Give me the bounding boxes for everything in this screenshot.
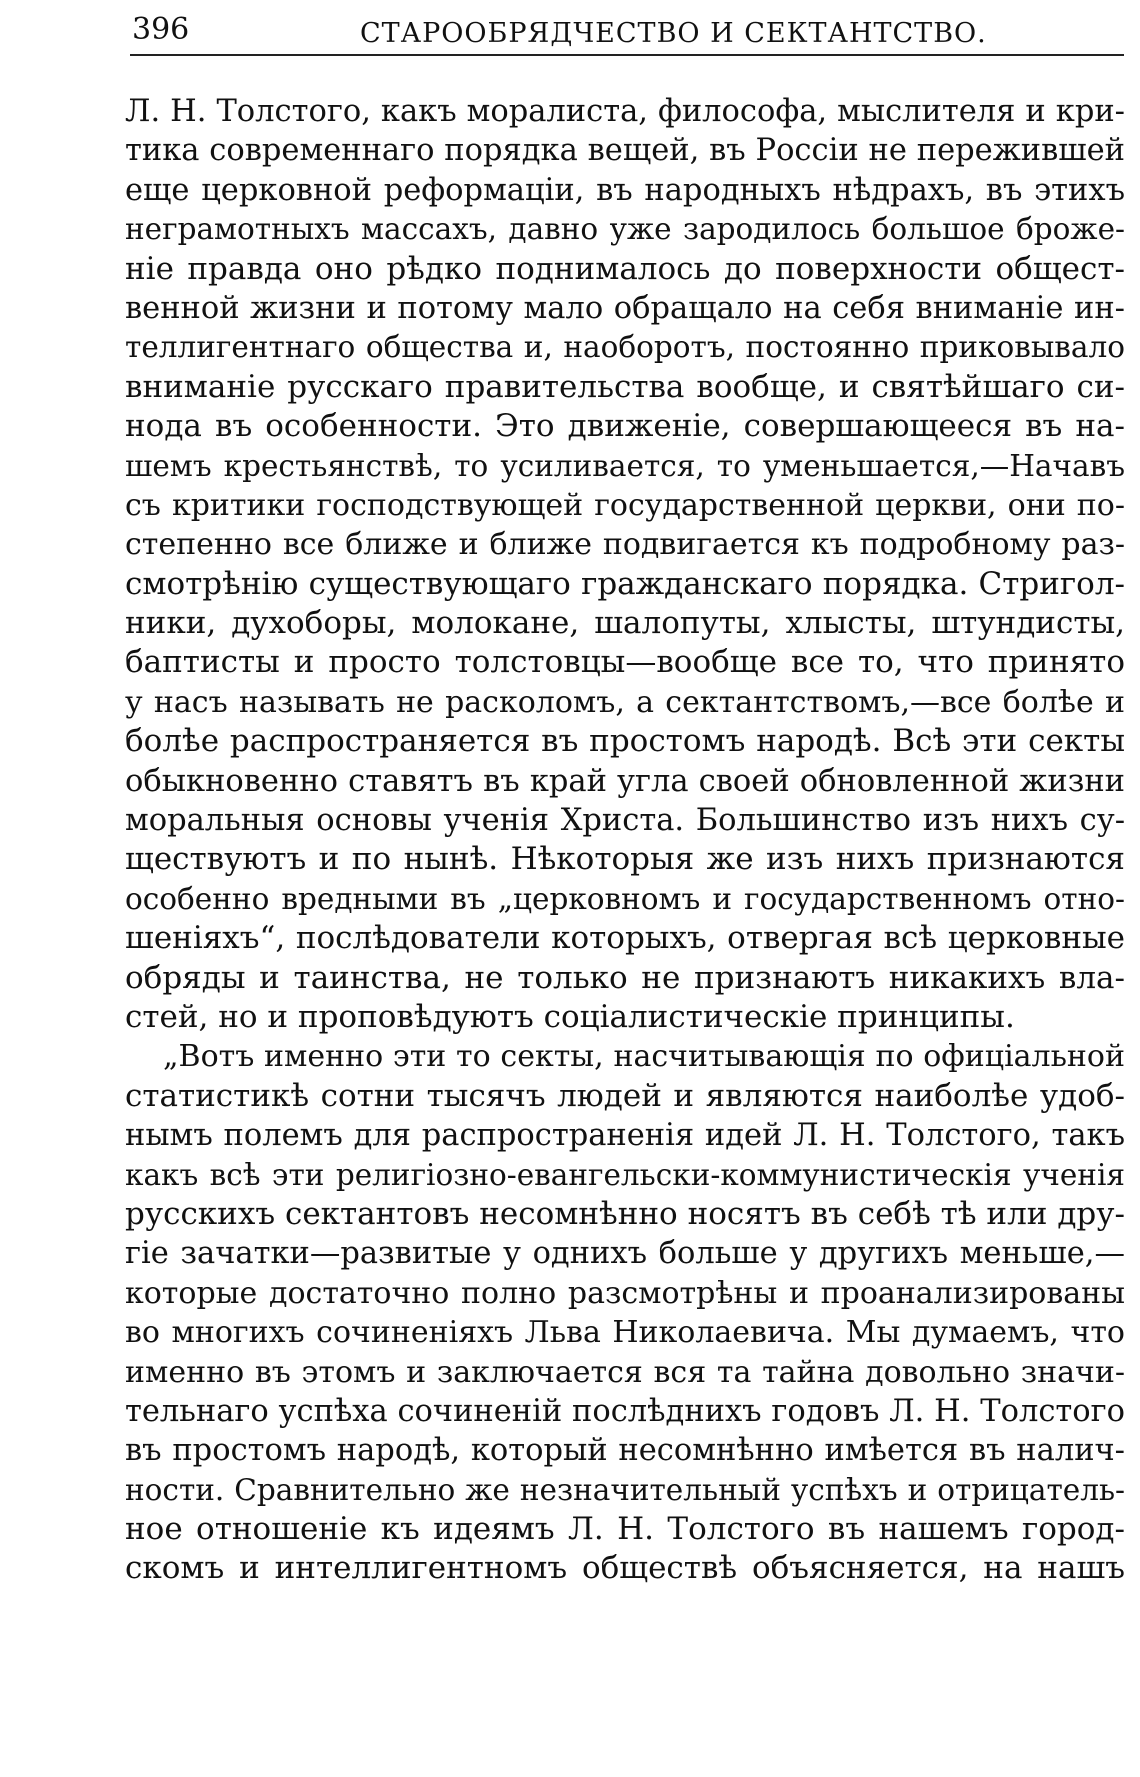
- text-line: которые достаточно полно разсмотрѣны и проанализированы: [125, 1275, 1125, 1311]
- text-line: Л. Н. Толстого, какъ моралиста, философа, мыслителя и кри-: [125, 94, 1125, 129]
- running-title: СТАРООБРЯДЧЕСТВО И СЕКТАНТСТВО.: [360, 18, 987, 49]
- text-line: баптисты и просто толстовцы—вообще все то, что принято: [125, 644, 1125, 681]
- text-line: именно въ этомъ и заключается вся та тайна довольно значи-: [125, 1354, 1125, 1390]
- text-line: моральныя основы ученiя Христа. Большинство изъ нихъ су-: [125, 803, 1125, 839]
- text-line: тика современнаго порядка вещей, въ Россiи не пережившей: [125, 133, 1125, 169]
- text-line: теллигентнаго общества и, наоборотъ, постоянно приковывало: [125, 330, 1125, 365]
- text-line: ществуютъ и по нынѣ. Нѣкоторыя же изъ нихъ признаются: [125, 841, 1125, 878]
- text-line: шемъ крестьянствѣ, то усиливается, то уменьшается,—Начавъ: [125, 448, 1125, 483]
- text-line: степенно все ближе и ближе подвигается къ подробному раз-: [125, 527, 1125, 563]
- text-line: болѣе распространяется въ простомъ народѣ. Всѣ эти секты: [125, 723, 1125, 760]
- text-line: венной жизни и потому мало обращало на себя вниманiе ин-: [125, 290, 1125, 326]
- text-line: нымъ полемъ для распространенiя идей Л. Н. Толстого, такъ: [125, 1118, 1125, 1154]
- text-line: ности. Сравнительно же незначительный успѣхъ и отрицатель-: [125, 1472, 1125, 1507]
- text-line: обыкновенно ставятъ въ край угла своей обновленной жизни: [125, 763, 1125, 799]
- text-line: ное отношенiе къ идеямъ Л. Н. Толстого въ нашемъ город-: [125, 1511, 1125, 1548]
- text-line: нiе правда оно рѣдко поднималось до поверхности общест-: [125, 250, 1125, 287]
- text-line: еще церковной реформацiи, въ народныхъ нѣдрахъ, въ этихъ: [125, 172, 1125, 208]
- text-line: тельнаго успѣха сочиненiй послѣднихъ годовъ Л. Н. Толстого: [125, 1393, 1125, 1429]
- text-line: стей, но и проповѣдуютъ соцiалистическiе принципы.: [125, 998, 1015, 1035]
- paragraph-2: [125, 1037, 1125, 1588]
- text-line: съ критики господствующей государственной церкви, они по-: [125, 487, 1125, 523]
- page-number: 396: [132, 12, 190, 47]
- text-line: „Вотъ именно эти то секты, насчитывающiя по офицiальной: [163, 1039, 1125, 1075]
- text-line: неграмотныхъ массахъ, давно уже зародилось большое броже-: [125, 212, 1125, 247]
- paragraph-1: [125, 92, 1125, 1037]
- text-line: вниманiе русскаго правительства вообще, и святѣйшаго си-: [125, 368, 1125, 405]
- page-header: [130, 8, 1124, 56]
- text-line: нода въ особенности. Это движенiе, совершающееся въ на-: [125, 408, 1125, 445]
- text-line: во многихъ сочиненiяхъ Льва Николаевича. Мы думаемъ, что: [125, 1315, 1125, 1351]
- text-line: русскихъ сектантовъ несомнѣнно носятъ въ себѣ тѣ или дру-: [125, 1195, 1125, 1232]
- text-line: ники, духоборы, молокане, шалопуты, хлысты, штундисты,: [125, 605, 1125, 642]
- text-line: смотрѣнiю существующаго гражданскаго порядка. Стригол-: [125, 565, 1125, 602]
- text-line: гiе зачатки—развитые у однихъ больше у другихъ меньше,—: [125, 1236, 1125, 1272]
- text-line: особенно вредными въ „церковномъ и государственномъ отно-: [125, 881, 1125, 916]
- text-line: скомъ и интеллигентномъ обществѣ объясняется, на нашъ: [125, 1550, 1125, 1587]
- text-line: у насъ называть не расколомъ, а сектантствомъ,—все болѣе и: [125, 684, 1125, 720]
- text-line: шенiяхъ“, послѣдователи которыхъ, отвергая всѣ церковные: [125, 920, 1125, 957]
- text-line: статистикѣ сотни тысячъ людей и являются наиболѣе удоб-: [125, 1077, 1125, 1114]
- body-text: [125, 92, 1125, 1589]
- text-line: въ простомъ народѣ, который несомнѣнно имѣется въ налич-: [125, 1433, 1125, 1469]
- text-line: какъ всѣ эти религiозно-евангельски-коммунистическiя ученiя: [125, 1157, 1125, 1192]
- text-line: обряды и таинства, не только не признаютъ никакихъ вла-: [125, 959, 1125, 996]
